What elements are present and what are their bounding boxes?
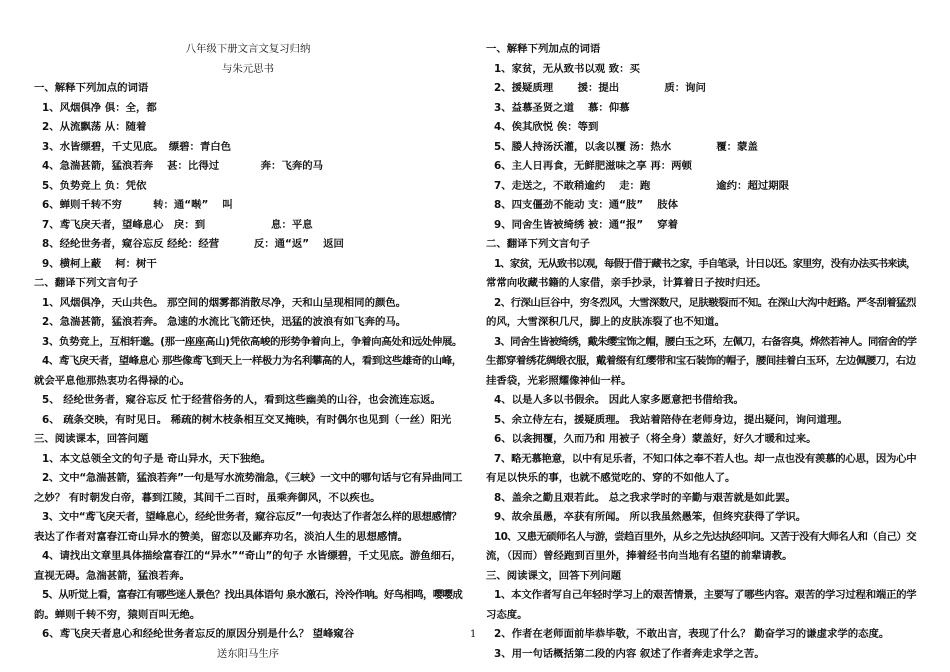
- text-line: 直视无碍。急湍甚箭，猛浪若奔。: [34, 569, 190, 582]
- text-line: 7、略无慕艳意，以中有足乐者，不知口体之奉不若人也。却一点也没有羡慕的心思，因为心中: [494, 452, 917, 465]
- left-column: [34, 40, 462, 664]
- text-line: 生都穿着绣花绸缎衣服，戴着缀有红缨带和宝石装饰的帽子，腰间挂着白玉环，左边佩腰刀，右边: [486, 355, 916, 367]
- page-number: 1: [470, 629, 477, 640]
- text-line: 4、鸢飞戾天者，望峰息心 那些像鸢飞到天上一样极力为名利攀高的人，看到这些雄奇的山峰，: [42, 355, 462, 367]
- text-line: 3、负势竞上，互相轩邈。(那一座座高山)凭依高峻的形势争着向上，争着向高处和远处伸展。: [42, 335, 463, 348]
- text-line: 10、又患无硕师名人与游，尝趋百里外，从乡之先达执经叩问。又苦于没有大师名人和（自己）交: [494, 530, 916, 543]
- text-line: 常常向收藏书籍的人家借，亲手抄录，计算着日子按时归还。: [486, 277, 767, 289]
- text-line: 2、急湍甚箭，猛浪若奔。 急速的水流比飞箭还快，迅猛的波浪有如飞奔的马。: [42, 316, 407, 328]
- text-line: 1、本文作者写自己年轻时学习上的艰苦情景，主要写了哪些内容。艰苦的学习过程和端正的学: [494, 589, 917, 601]
- text-line: 5、负势竞上 负：凭依: [42, 179, 147, 192]
- text-line: 挂香袋，光彩照耀像神仙一样。: [486, 374, 632, 387]
- text-line: 4、以是人多以书假余。 因此人家多愿意把书借给我。: [494, 394, 744, 406]
- text-line: 6、主人日再食，无鲜肥滋味之享 再：两顿: [494, 160, 692, 172]
- text-line: 7、鸢飞戾天者，望峰息心 戾：到 息：平息: [42, 218, 313, 231]
- text-line: 7、走送之，不敢稍逾约 走：跑 逾约：超过期限: [494, 179, 790, 192]
- section-heading: 一、解释下列加点的词语: [486, 43, 601, 55]
- text-line: 9、故余虽愚，卒获有所闻。 所以我虽然愚笨，但终究获得了学识。: [494, 511, 807, 523]
- text-line: 1、风烟俱净，天山共色。 那空间的烟雾都消散尽净，天和山呈现相同的颜色。: [42, 296, 407, 309]
- text-line: 5、媵人持汤沃灌，以衾以覆 汤：热水 覆：蒙盖: [494, 140, 758, 153]
- text-line: 6、蝉则千转不穷 转：通“啭” 叫: [42, 199, 233, 211]
- text-line: 习态度。: [486, 608, 528, 621]
- text-line: 3、水皆缥碧，千丈见底。 缥碧：青白色: [42, 140, 232, 153]
- text-line: 2、作者在老师面前毕恭毕敬，不敢出言，表现了什么？ 勤奋学习的谦虚求学的态度。: [494, 628, 890, 640]
- text-line: 2、援疑质理 援：提出 质：询问: [494, 82, 706, 94]
- right-column: [486, 40, 916, 664]
- text-line: 2、文中“急湍甚箭，猛浪若奔”一句是写水流势湍急，《三峡》一文中的哪句话与它有异曲同工: [42, 472, 463, 484]
- text-line: 1、家贫，无从致书以观，每假于借于藏书之家，手自笔录，计日以还。家里穷，没有办法买书来读，: [494, 257, 916, 270]
- text-line: 8、经纶世务者，窥谷忘反 经纶：经营 反：通“返” 返回: [42, 238, 344, 250]
- text-line: 9、同舍生皆被绮绣 被：通“报” 穿着: [494, 218, 678, 231]
- section-heading: 三、阅读课本，回答问题: [34, 433, 149, 445]
- text-line: 韵。蝉则千转不穷，猿则百叫无绝。: [34, 608, 201, 621]
- text-line: 4、急湍甚箭，猛浪若奔 甚：比得过 奔：飞奔的马: [42, 160, 324, 172]
- text-line: 1、家贫，无从致书以观 致：买: [494, 62, 640, 75]
- text-line: 2、行深山巨谷中，穷冬烈风，大雪深数尺，足肤皲裂而不知。在深山大沟中赶路。严冬刮着猛烈: [494, 296, 916, 309]
- text-line: 就会平息他那热衷功名得禄的心。: [34, 374, 190, 387]
- text-line: 的风，大雪深积几尺，脚上的皮肤冻裂了也不知道。: [486, 316, 725, 328]
- text-line: 3、益慕圣贤之道 慕：仰慕: [494, 101, 630, 114]
- title-line: 与朱元思书: [222, 62, 274, 75]
- text-line: 6、鸢飞戾天者息心和经纶世务者忘反的原因分别是什么？ 望峰窥谷: [42, 628, 355, 640]
- text-line: 有足以快乐的事，也就不感觉吃的、穿的不如他人了。: [486, 472, 736, 484]
- text-line: 5、余立侍左右，援疑质理。 我站着陪侍在老师身边，提出疑问，询问道理。: [494, 413, 848, 426]
- title-line: 八年级下册文言文复习归纳: [185, 43, 311, 55]
- text-line: 之妙？ 有时朝发白帝，暮到江陵，其间千二百时，虽乘奔御风，不以疾也。: [34, 491, 381, 504]
- section-heading: 二、翻译下列文言句子: [34, 277, 138, 289]
- text-line: 3、用一句话概括第二段的内容 叙述了作者奔走求学之苦。: [494, 647, 765, 660]
- text-line: 9、横柯上蔽 柯：树干: [42, 257, 157, 270]
- text-line: 1、本文总领全文的句子是 奇山异水，天下独绝。: [42, 452, 272, 465]
- section-heading: 二、翻译下列文言句子: [486, 238, 590, 250]
- text-line: 2、从流飘荡 从：随着: [42, 121, 147, 133]
- text-line: 8、四支僵劲不能动 支：通“肢” 肢体: [494, 199, 678, 211]
- section-heading: 一、解释下列加点的词语: [34, 82, 149, 94]
- text-line: 8、盖余之勤且艰若此。 总之我求学时的辛勤与艰苦就是如此罢。: [494, 491, 796, 504]
- text-line: 4、俟其欣悦 俟：等到: [494, 121, 599, 133]
- text-line: 4、请找出文章里具体描绘富春江的“异水”“奇山”的句子 水皆缥碧，千丈见底。游鱼细石，: [42, 550, 462, 562]
- text-line: 5、 经纶世务者，窥谷忘反 忙于经营俗务的人，看到这些幽美的山谷，也会流连忘返。: [42, 394, 441, 406]
- text-line: 流，（因而）曾经跑到百里外，捧着经书向当地有名望的前辈请教。: [486, 550, 793, 562]
- text-line: 1、风烟俱净 俱：全，都: [42, 101, 157, 114]
- text-line: 表达了作者对富春江奇山异水的赞美，留恋以及鄙弃功名，淡泊人生的思想感情。: [34, 530, 409, 543]
- title-line: 送东阳马生序: [216, 647, 280, 660]
- text-line: 3、同舍生皆被绮绣，戴朱缨宝饰之帽，腰白玉之环，左佩刀，右备容臭，烨然若神人。同宿舍的学: [494, 335, 917, 348]
- text-line: 3、文中“鸢飞戾天者，望峰息心，经纶世务者，窥谷忘反”一句表达了作者怎么样的思想感情？: [42, 511, 462, 523]
- text-line: 6、以衾拥覆，久而乃和 用被子（将全身）蒙盖好，好久才暖和过来。: [494, 433, 817, 445]
- text-line: 6、 疏条交映，有时见日。 稀疏的树木枝条相互交叉掩映，有时偶尔也见到（一丝）阳光: [42, 413, 452, 426]
- text-line: 5、从听觉上看，富春江有哪些迷人景色？找出具体语句 泉水激石，泠泠作响。好鸟相鸣，嘤嘤成: [42, 589, 463, 601]
- section-heading: 三、阅读课文，回答下列问题: [486, 569, 622, 582]
